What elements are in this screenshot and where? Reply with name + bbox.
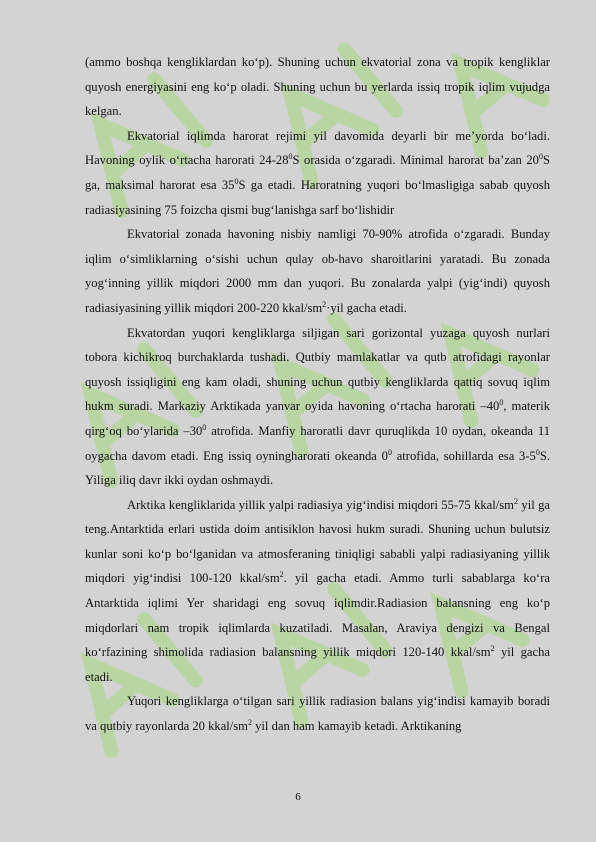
paragraph-text: S ga etadi. Haroratning yuqori bo‘lmasligiga sabab quyosh radiasiyasining 75 foizcha qismi bug‘lanishga sarf bo‘lishidir	[85, 177, 550, 217]
page-body	[85, 50, 550, 739]
paragraph-text: yil ga teng.Antarktida erlari ustida doim antisiklon havosi hukm suradi. Shuning uchun bulutsiz kunlar soni ko‘p bo‘lganidan va atmosferaning tiniqligi sababli yalpi radiasiyaning yillik miqdori yig‘indisi 100-120 kkal/sm	[85, 497, 551, 586]
paragraph-2	[85, 124, 550, 222]
superscript: 2	[322, 299, 327, 309]
superscript: 2	[490, 644, 495, 654]
superscript: 0	[535, 447, 540, 457]
paragraph-text: Ekvatorial zonada havoning nisbiy namligi 70-90% atrofida o‘zgaradi. Bunday iqlim o‘simliklarning o‘sishi uchun qulay ob-havo sharoitlarini yaratadi. Bu zonada yog‘inning yillik miqdori 2000 mm dan yuqori. Bu zonalarda yalpi (yig‘indi) quyosh radiasiyasining yillik miqdori 200-220 kkal/sm	[85, 227, 550, 315]
paragraph-text: atrofida, sohillarda esa 3-5	[391, 448, 536, 463]
superscript: 2	[513, 496, 518, 506]
superscript: 0	[538, 152, 543, 162]
paragraph-text: ·yil gacha etadi.	[326, 300, 407, 315]
superscript: 0	[202, 422, 207, 432]
paragraph-1	[85, 50, 550, 124]
paragraph-text: S orasida o‘zgaradi. Minimal harorat ba’zan 20	[292, 153, 539, 168]
paragraph-4	[85, 321, 550, 493]
paragraph-text: yil dan ham kamayib ketadi. Arktikaning	[251, 719, 462, 734]
paragraph-text: Arktika kengliklarida yillik yalpi radiasiya yig‘indisi miqdori 55-75 kkal/sm	[127, 497, 514, 512]
paragraph-text: , materik qirg‘oq bo‘ylarida –30	[85, 399, 550, 438]
paragraph-text: Yuqori kengliklarga o‘tilgan sari yillik radiasion balans yig‘indisi kamayib boradi va qutbiy rayonlarda 20 kkal/sm	[85, 694, 550, 734]
paragraph-5	[85, 493, 550, 690]
superscript: 0	[387, 447, 392, 457]
paragraph-text: S. Yiliga iliq davr ikki oydan oshmaydi.	[85, 448, 550, 488]
paragraph-text: . yil gacha etadi. Ammo turli sabablarga ko‘ra Antarktida iqlimi Yer sharidagi eng sovuq iqlimdir.Radiasion balansning eng ko‘p miqdorlari nam tropik iqlimlarda kuzatiladi. Masalan, Araviya dengizi va Bengal ko‘rfazining shimolida radiasion balansning yillik miqdori 120-140 kkal/sm	[85, 571, 550, 660]
paragraph-3	[85, 222, 550, 320]
paragraph-text: atrofida. Manfiy haroratli davr quruqlikda 10 oydan, okeanda 11 oygacha davom etadi. Eng issiq oyningharorati okeanda 0	[85, 423, 550, 463]
superscript: 0	[499, 398, 504, 408]
superscript: 0	[234, 176, 239, 186]
superscript: 2	[247, 717, 252, 727]
superscript: 2	[279, 570, 284, 580]
superscript: 0	[288, 152, 293, 162]
paragraph-text: S ga, maksimal harorat esa 35	[85, 153, 550, 192]
paragraph-text: Ekvatorial iqlimda harorat rejimi yil davomida deyarli bir me’yorda bo‘ladi. Havoning oylik o‘rtacha harorati 24-28	[85, 128, 550, 168]
paragraph-6	[85, 689, 550, 738]
page-number: 6	[295, 791, 301, 803]
paragraph-text: (ammo boshqa kengliklardan ko‘p). Shuning uchun ekvatorial zona va tropik kengliklar quyosh energiyasini eng ko‘p oladi. Shuning uchun bu yerlarda issiq tropik iqlim vujudga kelgan.	[85, 55, 550, 119]
paragraph-text: yil gacha etadi.	[85, 645, 550, 684]
paragraph-text: Ekvatordan yuqori kengliklarga siljigan sari gorizontal yuzaga quyosh nurlari tobora kichikroq burchaklarda tushadi. Qutbiy mamlakatlar va qutb atrofidagi rayonlar quyosh issiqligini eng kam oladi, shuning uchun qutbiy kengliklarda qattiq sovuq iqlim hukm suradi. Markaziy Arktikada yanvar oyida havoning o‘rtacha harorati –40	[85, 325, 550, 414]
